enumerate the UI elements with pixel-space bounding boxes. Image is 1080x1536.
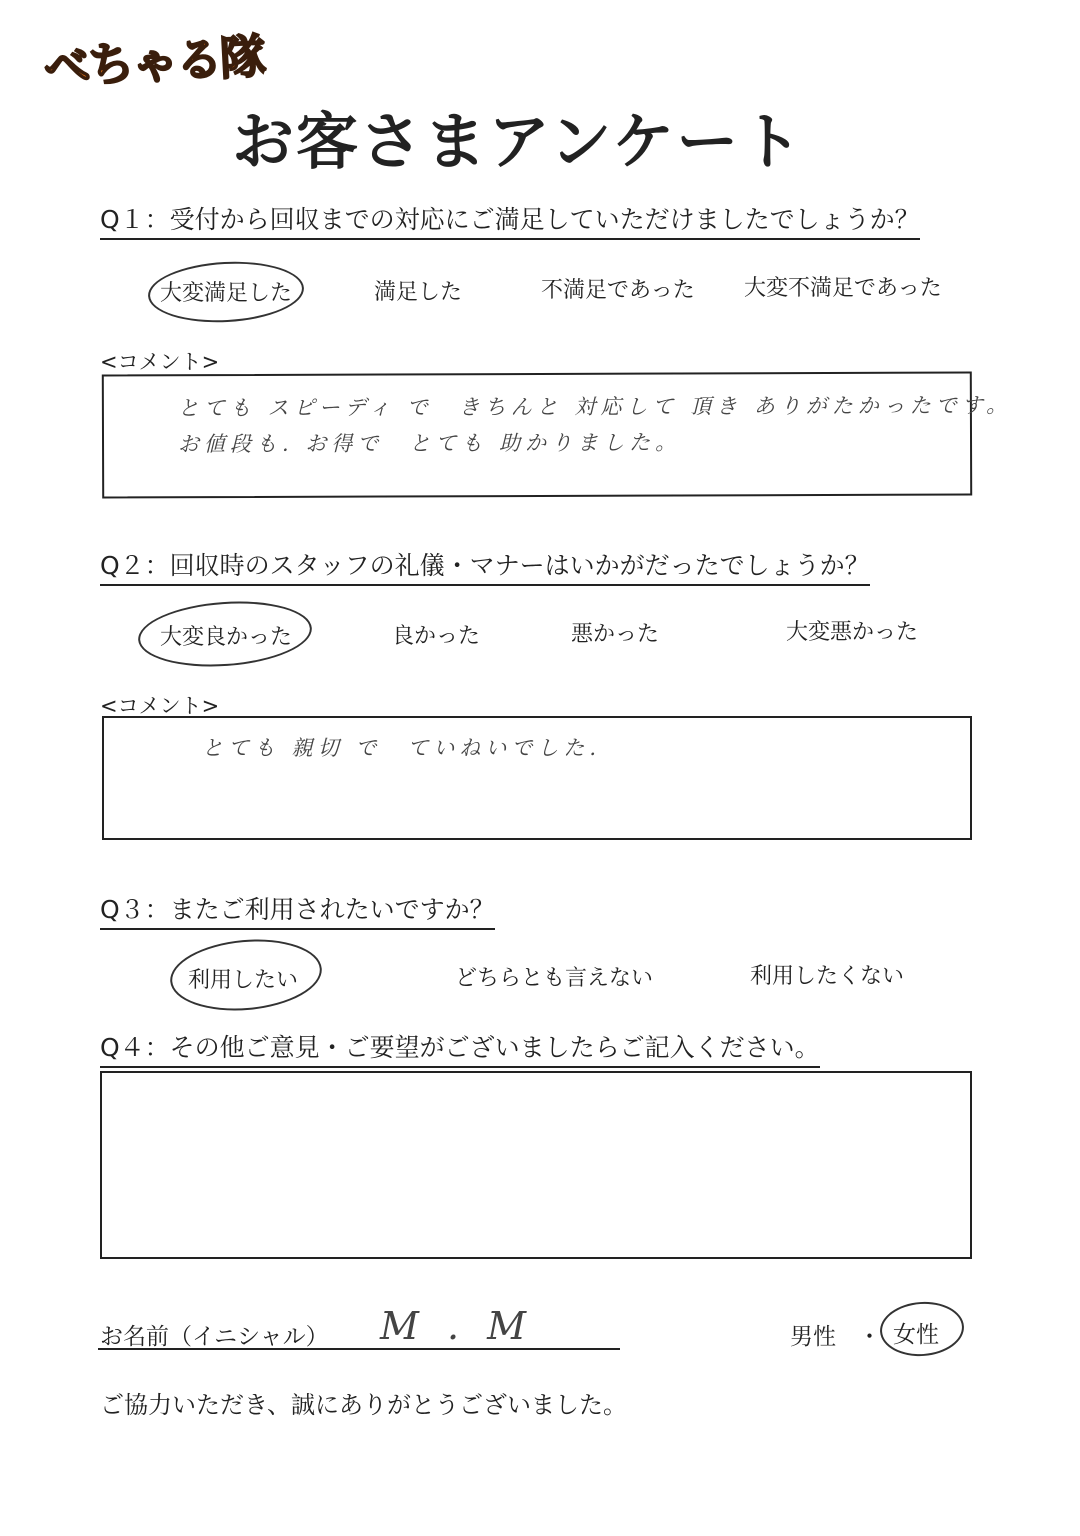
q1-option-very-unsatisfied[interactable]: 大変不満足であった [744,276,942,301]
q1-comment-line-1: とても スピーディ で きちんと 対応して 頂き ありがたかったです。 [177,393,1013,421]
q2-option-very-good[interactable]: 大変良かった [160,625,293,650]
q3-question: Q３：またご利用されたいですか？ [100,890,495,930]
q2-option-bad[interactable]: 悪かった [571,622,660,647]
q1-question: Q１：受付から回収までの対応にご満足していただけましたでしょうか？ [100,200,920,240]
gender-male[interactable]: 男性 [790,1324,836,1350]
q1-comment-box[interactable] [102,371,1013,498]
brand-logo: べちゃる隊 [42,29,266,95]
q1-comment-label: <コメント> [100,350,220,374]
thanks-message: ご協力いただき、誠にありがとうございました。 [100,1391,628,1419]
q2-comment-box[interactable] [102,716,972,840]
q3-option-neutral[interactable]: どちらとも言えない [455,966,654,991]
q2-option-very-bad[interactable]: 大変悪かった [786,620,919,645]
q1-option-satisfied[interactable]: 満足した [374,280,463,305]
q2-comment-label: <コメント> [100,694,220,718]
q2-option-good[interactable]: 良かった [392,624,481,649]
name-value[interactable]: M . M [380,1304,535,1348]
gender-female[interactable]: 女性 [893,1322,939,1348]
q3-option-yes[interactable]: 利用したい [188,968,299,993]
q2-question: Q２：回収時のスタッフの礼儀・マナーはいかがだったでしょうか？ [100,546,870,586]
page-title: お客さまアンケート [232,105,805,178]
q1-comment-line-2: お値段も. お得で とても 助かりました。 [177,430,682,457]
name-label: お名前（イニシャル） [100,1324,329,1350]
q1-option-unsatisfied[interactable]: 不満足であった [541,278,695,303]
q2-comment-line-1: とても 親切 で ていねいでした. [202,736,602,760]
q1-option-very-satisfied[interactable]: 大変満足した [160,281,293,306]
gender-separator: ・ [858,1324,881,1350]
name-underline [98,1348,620,1350]
q4-answer-box[interactable] [100,1071,972,1259]
q3-option-no[interactable]: 利用したくない [750,964,905,989]
q4-question: Q４：その他ご意見・ご要望がございましたらご記入ください。 [100,1028,820,1068]
